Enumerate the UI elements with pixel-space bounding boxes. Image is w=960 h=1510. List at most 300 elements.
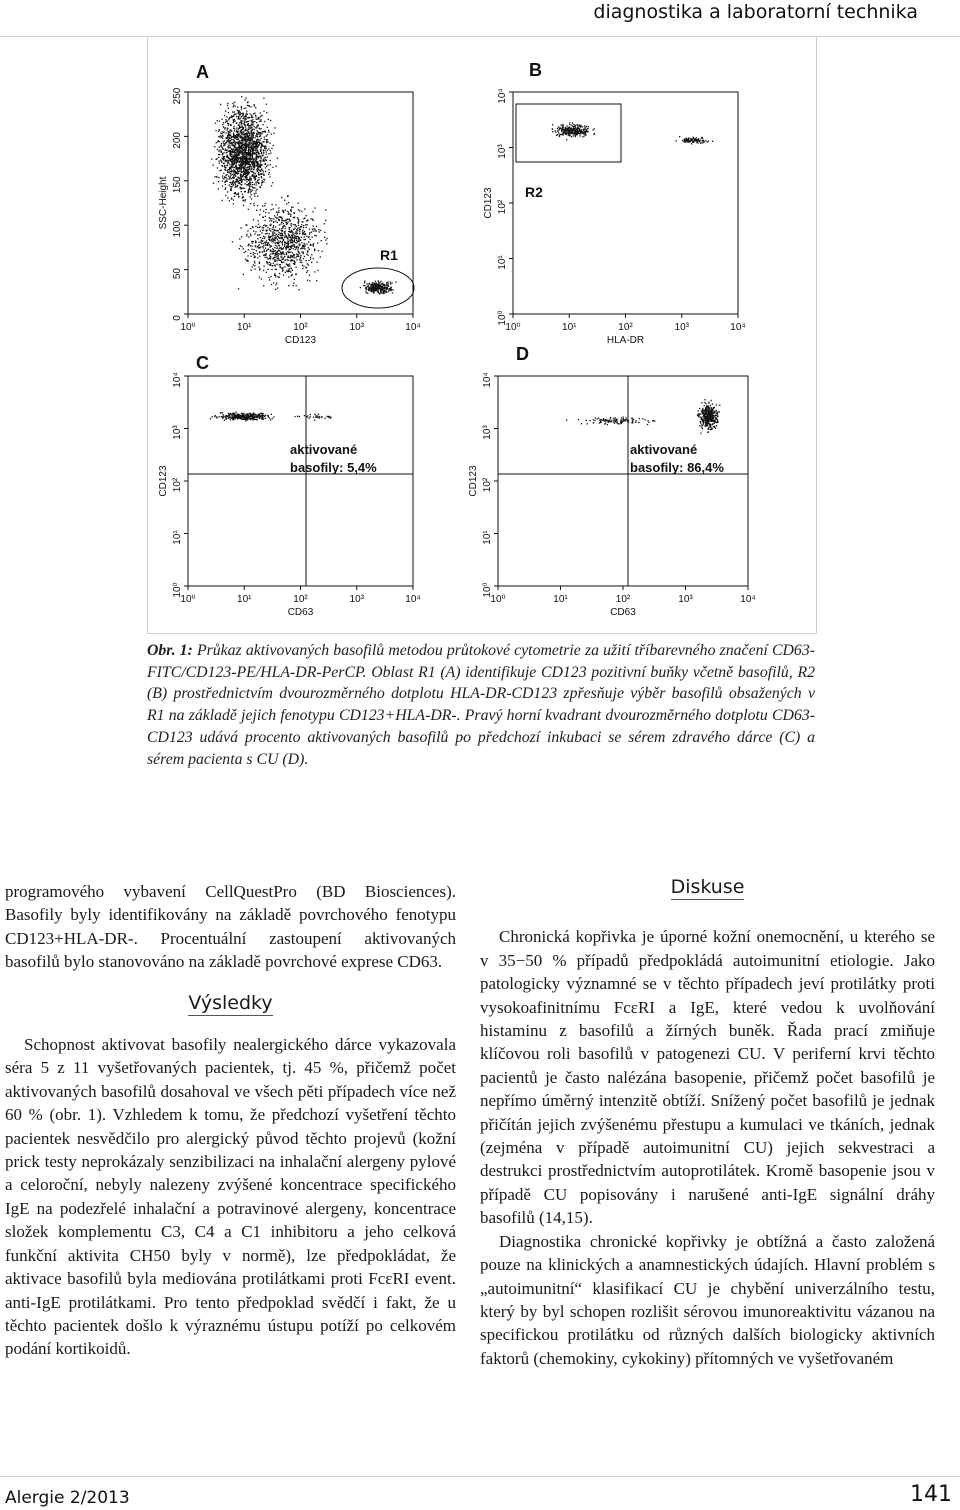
panel-a-dot [321,240,322,241]
panel-a-dot [242,175,243,176]
panel-a-dot [256,159,257,160]
panel-a-dot [317,262,318,263]
panel-a-dot [291,211,292,212]
panel-b-dot [679,136,680,137]
panel-a-dot [262,146,263,147]
panel-c-dot [316,417,317,418]
panel-a-dot [314,207,315,208]
panel-b-dot [584,129,585,130]
panel-c-dot [262,413,263,414]
panel-a-dot [324,232,325,233]
panel-a-dot [296,236,297,237]
panel-d-dot [594,420,595,421]
panel-a-dot [312,237,313,238]
panel-a-dot [236,194,237,195]
panel-a-dot [289,268,290,269]
panel-a-dot [272,238,273,239]
panel-a-dot [294,239,295,240]
panel-a-dot [251,136,252,137]
panel-d-dot [698,415,699,416]
panel-c-dot [210,418,211,419]
panel-a-dot [326,243,327,244]
panel-a-dot [252,184,253,185]
panel-c-dot [310,416,311,417]
panel-a-dot [317,243,318,244]
panel-a-dot [254,269,255,270]
panel-a-dot [270,276,271,277]
panel-a-dot [285,248,286,249]
panel-a-dot [280,233,281,234]
panel-a-dot [268,235,269,236]
panel-c-dot [319,417,320,418]
panel-a-dot [315,230,316,231]
panel-a-dot [274,215,275,216]
panel-a-dot [244,183,245,184]
panel-a-dot [281,197,282,198]
panel-a-dot [294,244,295,245]
panel-a-dot [240,134,241,135]
panel-a-dot [244,108,245,109]
panel-a-dot [267,165,268,166]
panel-a-dot [307,280,308,281]
panel-a-dot [245,116,246,117]
panel-a-ytick-label: 250 [172,87,183,105]
panel-a-dot [265,131,266,132]
panel-a-dot [255,107,256,108]
panel-a-dot [256,148,257,149]
panel-a-dot [251,127,252,128]
panel-a-dot [222,153,223,154]
panel-c-dot [249,413,250,414]
panel-a-dot [248,127,249,128]
panel-a-dot [252,134,253,135]
panel-d-dot [616,422,617,423]
panel-a-dot [238,181,239,182]
panel-a-dot [211,158,212,159]
panel-a-dot [278,207,279,208]
panel-a-dot [287,221,288,222]
panel-a-dot [219,141,220,142]
panel-a-dot [257,134,258,135]
panel-a-dot [230,148,231,149]
panel-a-dot [226,156,227,157]
panel-a-dot [264,266,265,267]
panel-a-dot [300,262,301,263]
panel-d-ylabel: CD123 [468,465,479,497]
panel-b-dot [688,137,689,138]
panel-a-dot [264,249,265,250]
panel-a-dot [311,232,312,233]
panel-a-dot [247,102,248,103]
panel-a-dot [221,170,222,171]
panel-a-dot [289,237,290,238]
panel-d-dot [644,419,645,420]
panel-c-dot [254,414,255,415]
panel-a-dot [382,286,383,287]
panel-b-dot [575,128,576,129]
panel-a-dot [298,221,299,222]
panel-a-dot [260,138,261,139]
panel-b-xtick-label: 10¹ [562,322,577,333]
panel-c-ytick-label: 10⁴ [172,372,183,388]
panel-a-dot [252,124,253,125]
panel-a-dot [282,235,283,236]
panel-b-dot [692,139,693,140]
panel-a-dot [288,202,289,203]
panel-d-dot [705,411,706,412]
panel-a-dot [284,260,285,261]
panel-a-dot [269,220,270,221]
panel-a-dot [295,274,296,275]
panel-a-dot [277,258,278,259]
panel-d-dot [705,424,706,425]
panel-d-dot [633,419,634,420]
panel-a-dot [288,233,289,234]
panel-b-dot [552,124,553,125]
panel-a-dot [283,223,284,224]
panel-a-dot [244,124,245,125]
panel-a-dot [242,161,243,162]
panel-a-dot [266,230,267,231]
panel-a-dot [380,281,381,282]
panel-a-dot [302,221,303,222]
panel-a-dot [260,162,261,163]
panel-a-dot [255,115,256,116]
panel-a-dot [264,236,265,237]
panel-b-dot [571,132,572,133]
panel-d-dot [578,419,579,420]
panel-c-dot [306,416,307,417]
panel-a-dot [265,233,266,234]
panel-c-dot [314,419,315,420]
panel-d-dot [702,409,703,410]
panel-a-dot [227,120,228,121]
panel-a-dot [251,191,252,192]
panel-a-dot [238,183,239,184]
panel-a-dot [261,176,262,177]
panel-a-dot [291,225,292,226]
panel-a-dot [227,170,228,171]
panel-a-dot [247,133,248,134]
panel-a-dot [260,170,261,171]
panel-d-dot [713,412,714,413]
panel-a-dot [270,120,271,121]
panel-a-dot [255,226,256,227]
panel-a-dot [252,139,253,140]
panel-a-dot [255,116,256,117]
panel-a-dot [221,152,222,153]
panel-a-dot [219,129,220,130]
panel-a-dot [245,139,246,140]
panel-a-dot [255,231,256,232]
panel-a-dot [237,185,238,186]
panel-a-dot [240,114,241,115]
panel-a-dot [266,151,267,152]
panel-a-dot [386,282,387,283]
panel-a-dot [264,146,265,147]
panel-a-dot [375,281,376,282]
panel-a-dot [311,262,312,263]
panel-a-dot [244,179,245,180]
panel-a-dot [267,249,268,250]
panel-d-dot [635,420,636,421]
panel-a-dot [233,139,234,140]
panel-a-dot [242,194,243,195]
panel-a-dot [302,248,303,249]
panel-a-dot [258,267,259,268]
panel-a-dot [261,158,262,159]
panel-a-dot [225,127,226,128]
panel-a-dot [235,187,236,188]
panel-a-dot [231,178,232,179]
panel-a-dot [316,280,317,281]
panel-a-dot [372,288,373,289]
panel-a-dot [279,229,280,230]
panel-a-dot [259,251,260,252]
panel-a-dot [297,230,298,231]
panel-a-dot [270,263,271,264]
panel-a-dot [295,257,296,258]
panel-a-dot [232,144,233,145]
panel-c-xtick-label: 10⁰ [180,594,196,605]
panel-b-dot [566,128,567,129]
panel-a-dot [274,261,275,262]
panel-a-dot [246,143,247,144]
panel-a-dot [279,232,280,233]
panel-a-dot [287,251,288,252]
panel-a-dot [304,234,305,235]
panel-a-dot [308,247,309,248]
panel-c-dot [243,413,244,414]
panel-d-dot [698,413,699,414]
panel-a-dot [383,292,384,293]
panel-a-dot [252,182,253,183]
panel-a-dot [299,210,300,211]
panel-a-dot [284,242,285,243]
panel-a-dot [255,182,256,183]
panel-a-dot [292,207,293,208]
panel-a-dot [249,147,250,148]
panel-a-dot [243,248,244,249]
panel-a-dot [257,227,258,228]
panel-d-dot [610,417,611,418]
panel-a-dot [240,187,241,188]
panel-a-dot [250,203,251,204]
panel-a-dot [265,163,266,164]
panel-a-dot [296,226,297,227]
panel-a-dot [227,128,228,129]
panel-a-dot [283,220,284,221]
panel-a-dot [263,270,264,271]
panel-d-dot [717,415,718,416]
panel-c-dot [222,417,223,418]
panel-a-dot [233,121,234,122]
panel-a-dot [270,164,271,165]
panel-a-dot [237,173,238,174]
panel-a-dot [258,163,259,164]
panel-a-dot [244,130,245,131]
panel-a-dot [289,231,290,232]
panel-d-dot [604,421,605,422]
panel-d-dot [703,409,704,410]
panel-a-dot [226,150,227,151]
panel-a-dot [228,133,229,134]
panel-d-dot [701,427,702,428]
panel-b-dot [569,133,570,134]
panel-a-dot [250,113,251,114]
panel-a-dot [253,252,254,253]
panel-a-dot [275,204,276,205]
panel-a-dot [294,217,295,218]
panel-a-dot [222,200,223,201]
panel-d-dot [705,403,706,404]
panel-a-dot [276,254,277,255]
panel-a-dot [239,238,240,239]
panel-b-dot [585,127,586,128]
panel-a-dot [251,249,252,250]
panel-a-dot [260,116,261,117]
panel-a-dot [259,268,260,269]
panel-b-dot [569,128,570,129]
panel-a-dot [273,231,274,232]
panel-a-dot [244,200,245,201]
panel-a-dot [249,189,250,190]
panel-a-dot [282,243,283,244]
panel-a-dot [236,162,237,163]
panel-a-dot [249,168,250,169]
panel-a-dot [253,144,254,145]
panel-a-dot [388,283,389,284]
panel-b-dot [568,127,569,128]
panel-a-dot [232,152,233,153]
panel-a-dot [255,173,256,174]
panel-a-dot [253,177,254,178]
panel-d-dot [604,423,605,424]
panel-a-dot [279,277,280,278]
panel-a-dot [262,227,263,228]
panel-b-dot [588,126,589,127]
panel-a-dot [302,265,303,266]
panel-a-dot [365,288,366,289]
panel-a-dot [225,122,226,123]
results-heading [5,992,456,1015]
panel-a-dot [297,249,298,250]
panel-a-dot [274,232,275,233]
panel-a-dot [298,209,299,210]
panel-a-dot [238,112,239,113]
panel-a-dot [304,236,305,237]
panel-a-dot [239,126,240,127]
panel-c-ylabel: CD123 [158,465,169,497]
panel-a-dot [286,236,287,237]
panel-d-dot [599,420,600,421]
panel-a-dot [250,189,251,190]
panel-a-dot [293,285,294,286]
panel-a-dot [245,124,246,125]
panel-a-dot [303,258,304,259]
panel-a-dot [229,164,230,165]
panel-a-dot [218,157,219,158]
panel-a-dot [305,224,306,225]
panel-a-dot [309,280,310,281]
panel-c-dot [222,412,223,413]
panel-d-dot [615,421,616,422]
methods-paragraph-end: programového vybavení CellQuestPro (BD Biosciences). Basofily byly identifikovány na základě povrchového fenotypu CD123+HLA-DR-. Procentuální zastoupení aktivovaných basofilů bylo stanovováno na základě povrchové exprese CD63. [5,882,456,972]
panel-d-dot [709,423,710,424]
panel-a-dot [325,209,326,210]
panel-a-dot [222,136,223,137]
panel-a-dot [240,165,241,166]
panel-d-dot [702,413,703,414]
panel-b-dot [684,142,685,143]
panel-b-dot [578,129,579,130]
panel-b-dot [693,137,694,138]
panel-a-dot [247,121,248,122]
panel-a-dot [239,142,240,143]
panel-a-dot [270,150,271,151]
panel-b-dot [552,129,553,130]
panel-a-dot [245,199,246,200]
panel-a-dot [257,131,258,132]
panel-a-dot [269,264,270,265]
panel-a-dot [230,134,231,135]
panel-a-dot [262,251,263,252]
panel-a-dot [294,246,295,247]
panel-a-dot [251,142,252,143]
panel-a-dot [367,293,368,294]
panel-a-dot [318,229,319,230]
panel-a-dot [218,161,219,162]
panel-a-dot [226,180,227,181]
panel-b-xtick-label: 10⁰ [505,322,521,333]
panel-b-dot [570,130,571,131]
panel-a-dot [257,180,258,181]
panel-a-dot [298,241,299,242]
panel-a-dot [282,259,283,260]
panel-b-dot [682,140,683,141]
panel-a-dot [232,149,233,150]
panel-a-dot [287,237,288,238]
panel-c-dot [327,416,328,417]
panel-a-dot [284,232,285,233]
panel-a-dot [243,147,244,148]
panel-a-dot [232,182,233,183]
panel-a-dot [254,147,255,148]
panel-a-dot [231,161,232,162]
panel-a-dot [300,257,301,258]
panel-b-dot [685,140,686,141]
panel-a-dot [240,175,241,176]
panel-a-dot [223,122,224,123]
panel-a-dot [245,191,246,192]
panel-a-dot [252,122,253,123]
panel-a-dot [265,212,266,213]
panel-a-dot [266,112,267,113]
panel-a-dot [245,177,246,178]
panel-a-dot [245,129,246,130]
panel-a-dot [266,240,267,241]
panel-a-dot [230,129,231,130]
panel-b-dot [558,126,559,127]
panel-a-dot [263,285,264,286]
panel-a-dot [300,240,301,241]
panel-a-dot [257,136,258,137]
panel-d-xlabel: CD63 [610,607,636,618]
panel-a-dot [261,177,262,178]
panel-d-dot [708,431,709,432]
panel-a-dot [229,137,230,138]
panel-a-dot [290,257,291,258]
